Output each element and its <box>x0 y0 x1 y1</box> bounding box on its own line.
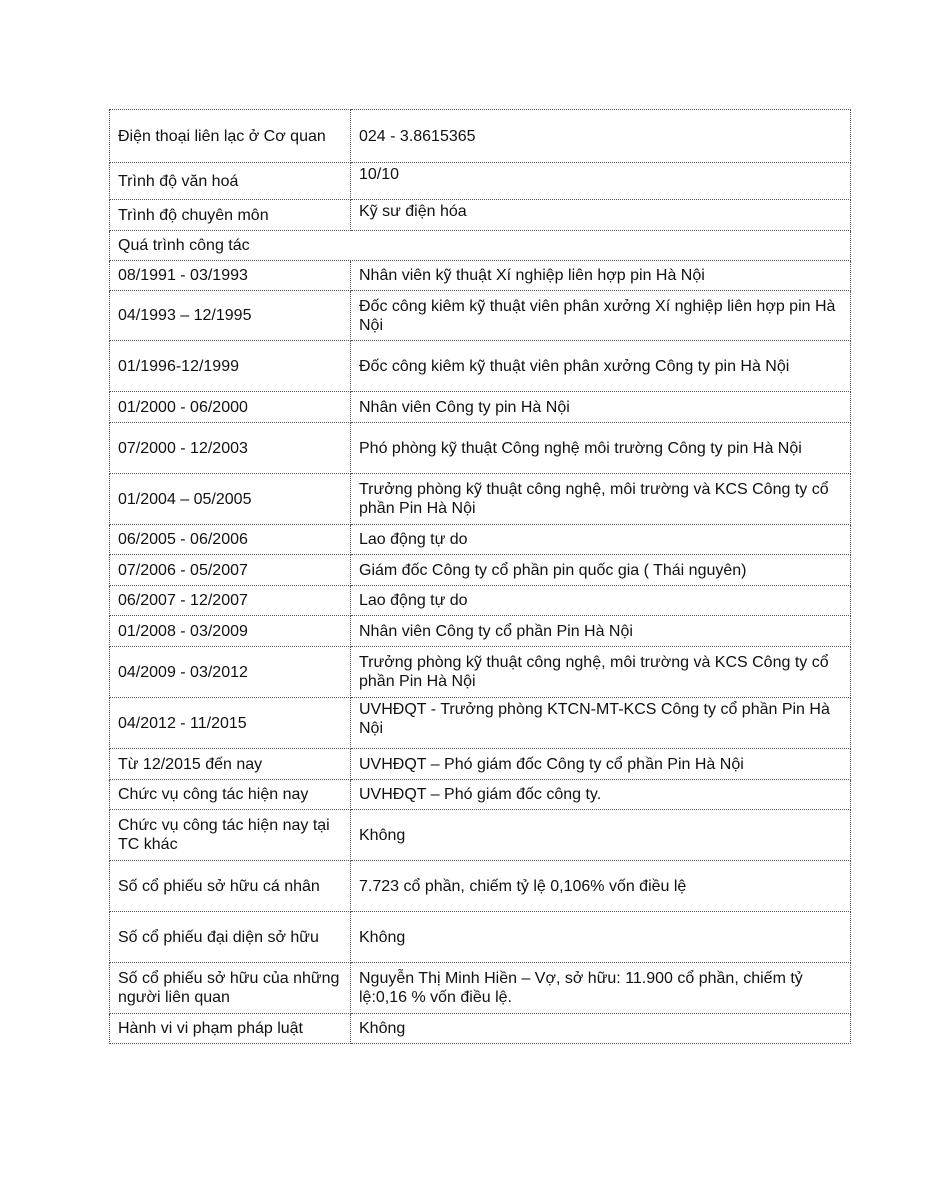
table-row <box>110 392 851 423</box>
row-label: Chức vụ công tác hiện nay <box>110 780 351 810</box>
row-label: 07/2000 - 12/2003 <box>110 423 351 474</box>
row-value: Phó phòng kỹ thuật Công nghệ môi trường Công ty pin Hà Nội <box>351 423 851 474</box>
table-row <box>110 912 851 963</box>
row-label: 04/2009 - 03/2012 <box>110 647 351 698</box>
row-value: 7.723 cổ phần, chiếm tỷ lệ 0,106% vốn điều lệ <box>351 861 851 912</box>
row-value: UVHĐQT – Phó giám đốc công ty. <box>351 780 851 810</box>
row-value: 024 - 3.8615365 <box>351 110 851 163</box>
table-row <box>110 616 851 647</box>
row-label: Trình độ chuyên môn <box>110 200 351 231</box>
row-value: 10/10 <box>351 163 851 200</box>
table-row <box>110 525 851 555</box>
row-value: UVHĐQT - Trưởng phòng KTCN-MT-KCS Công ty cổ phần Pin Hà Nội <box>351 698 851 749</box>
row-value: Không <box>351 912 851 963</box>
table-row <box>110 647 851 698</box>
row-label: 06/2007 - 12/2007 <box>110 586 351 616</box>
row-value: Không <box>351 1014 851 1044</box>
row-value: UVHĐQT – Phó giám đốc Công ty cổ phần Pin Hà Nội <box>351 749 851 780</box>
row-label: 01/1996-12/1999 <box>110 341 351 392</box>
row-label: Số cổ phiếu đại diện sở hữu <box>110 912 351 963</box>
table-row <box>110 861 851 912</box>
row-label: 01/2008 - 03/2009 <box>110 616 351 647</box>
row-value: Trưởng phòng kỹ thuật công nghệ, môi trường và KCS Công ty cổ phần Pin Hà Nội <box>351 647 851 698</box>
table-row <box>110 291 851 341</box>
row-value: Đốc công kiêm kỹ thuật viên phân xưởng Xí nghiệp liên hợp pin Hà Nội <box>351 291 851 341</box>
table-row <box>110 110 851 163</box>
row-label: 06/2005 - 06/2006 <box>110 525 351 555</box>
table-row <box>110 341 851 392</box>
row-value: Lao động tự do <box>351 586 851 616</box>
row-value: Nhân viên kỹ thuật Xí nghiệp liên hợp pin Hà Nội <box>351 261 851 291</box>
section-row <box>110 231 851 261</box>
row-label: 07/2006 - 05/2007 <box>110 555 351 586</box>
table-row <box>110 698 851 749</box>
row-value: Kỹ sư điện hóa <box>351 200 851 231</box>
table-row <box>110 163 851 200</box>
row-value: Nguyễn Thị Minh Hiền – Vợ, sở hữu: 11.900 cổ phần, chiếm tỷ lệ:0,16 % vốn điều lệ. <box>351 963 851 1014</box>
row-value: Nhân viên Công ty cổ phần Pin Hà Nội <box>351 616 851 647</box>
row-value: Trưởng phòng kỹ thuật công nghệ, môi trường và KCS Công ty cổ phần Pin Hà Nội <box>351 474 851 525</box>
row-label: 08/1991 - 03/1993 <box>110 261 351 291</box>
table-row <box>110 555 851 586</box>
table-row <box>110 810 851 861</box>
table-row <box>110 780 851 810</box>
row-label: Số cổ phiếu sở hữu của những người liên quan <box>110 963 351 1014</box>
table-row <box>110 963 851 1014</box>
row-label: Hành vi vi phạm pháp luật <box>110 1014 351 1044</box>
table-row <box>110 423 851 474</box>
table-row <box>110 474 851 525</box>
row-label: Từ 12/2015 đến nay <box>110 749 351 780</box>
row-value: Đốc công kiêm kỹ thuật viên phân xưởng Công ty pin Hà Nội <box>351 341 851 392</box>
row-value: Giám đốc Công ty cổ phần pin quốc gia ( Thái nguyên) <box>351 555 851 586</box>
row-value: Không <box>351 810 851 861</box>
row-label: Điện thoại liên lạc ở Cơ quan <box>110 110 351 163</box>
table-row <box>110 1014 851 1044</box>
row-label: 04/1993 – 12/1995 <box>110 291 351 341</box>
row-label: Số cổ phiếu sở hữu cá nhân <box>110 861 351 912</box>
table-row <box>110 261 851 291</box>
table-row <box>110 200 851 231</box>
section-title: Quá trình công tác <box>110 231 851 261</box>
row-value: Nhân viên Công ty pin Hà Nội <box>351 392 851 423</box>
row-label: Chức vụ công tác hiện nay tại TC khác <box>110 810 351 861</box>
row-label: Trình độ văn hoá <box>110 163 351 200</box>
row-label: 04/2012 - 11/2015 <box>110 698 351 749</box>
personal-info-table <box>109 109 851 1044</box>
table-row <box>110 586 851 616</box>
row-label: 01/2004 – 05/2005 <box>110 474 351 525</box>
row-value: Lao động tự do <box>351 525 851 555</box>
row-label: 01/2000 - 06/2000 <box>110 392 351 423</box>
table-body <box>110 110 851 1044</box>
table-row <box>110 749 851 780</box>
